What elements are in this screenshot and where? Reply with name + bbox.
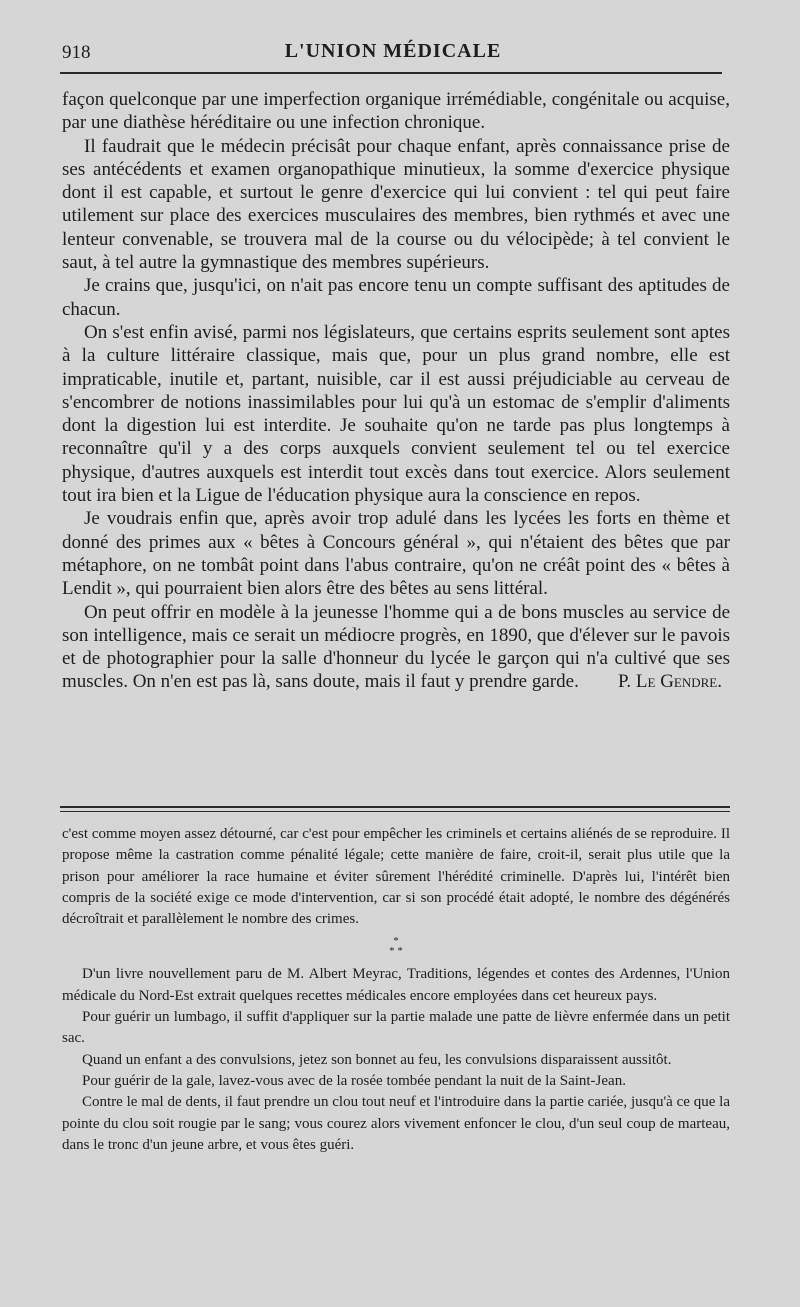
asterism-bottom: * * <box>389 945 403 958</box>
note-paragraph: Quand un enfant a des convulsions, jetez son bonnet au feu, les convulsions disparaissent aussitôt. <box>82 1051 672 1068</box>
paragraph: On s'est enfin avisé, parmi nos législateurs, que certains esprits seulement sont aptes à la culture littéraire classique, mais que, pour un plus grand nombre, elle est impraticable, inutile et, partant, nuisible, car il est aussi préjudiciable au cerveau de s'encombrer de notions inassimilables pour lui qu'à un estomac de s'emplir d'aliments dont la digestion lui est interdite. Je souhaite qu'on ne tarde pas plus longtemps à reconnaître qu'il y a des corps auxquels convient seulement tel ou tel exercice physique, d'autres auxquels est interdit tout excès dans tout exercice. Alors seulement tout ira bien et la Ligue de l'éducation physique aura la conscience en repos. <box>62 321 730 507</box>
header-rule <box>60 72 722 74</box>
main-text <box>62 88 730 694</box>
paragraph: Je voudrais enfin que, après avoir trop adulé dans les lycées les forts en thème et donné des primes aux « bêtes à Concours général », qui n'étaient des bêtes que par métaphore, on ne tombât point dans l'abus contraire, qu'on ne créât point des « bêtes à Lendit », qui pourraient bien alors être des bêtes au sens littéral. <box>62 508 730 600</box>
note-paragraph: D'un livre nouvellement paru de M. Albert Meyrac, Traditions, légendes et contes des Ardennes, l'Union médicale du Nord-Est extrait quelques recettes médicales encore employées dans cet heureux pays. <box>62 966 730 1004</box>
paragraph: Il faudrait que le médecin précisât pour chaque enfant, après connaissance prise de ses antécédents et examen organopathique minutieux, la somme d'exercice physique dont il est capable, et surtout le genre d'exercice qui lui convient : tel qui peut faire utilement sur place des exercices musculaires des membres, bien rythmés et avec une lenteur convenable, se trouvera mal de la course ou du vélocipède; à tel convient le saut, à tel autre la gymnastique des membres supérieurs. <box>62 135 730 274</box>
author-signature: P. Le Gendre. <box>617 671 722 693</box>
paragraph: Je crains que, jusqu'ici, on n'ait pas encore tenu un compte suffisant des aptitudes de chacun. <box>62 275 730 320</box>
note-paragraph: Pour guérir un lumbago, il suffit d'appliquer sur la partie malade une patte de lièvre enfermée dans un petit sac. <box>62 1009 730 1047</box>
note-paragraph: Contre le mal de dents, il faut prendre un clou tout neuf et l'introduire dans la partie cariée, jusqu'à ce que la pointe du clou soit rougie par le sang; vous courez alors vivement enfoncer le clou, d'un seul coup de marteau, dans le tronc d'un jeune arbre, et vous êtes guéri. <box>62 1094 730 1153</box>
asterism-separator <box>62 936 730 956</box>
note-paragraph: c'est comme moyen assez détourné, car c'est pour empêcher les criminels et certains aliénés de se reproduire. Il propose même la castration comme pénalité légale; cette manière de faire, croit-il, serait plus utile que la prison pour améliorer la race humaine et éviter sûrement l'hérédité criminelle. D'après lui, l'intérêt bien compris de la société exige ce mode d'intervention, car si son procédé était adopté, le nombre des dégénérés décroîtrait et parallèlement le nombre des crimes. <box>62 826 730 928</box>
page-header <box>58 40 728 66</box>
note-paragraph: Pour guérir de la gale, lavez-vous avec de la rosée tombée pendant la nuit de la Saint-Jean. <box>82 1072 626 1089</box>
paragraph: façon quelconque par une imperfection organique irrémédiable, congénitale ou acquise, par une diathèse héréditaire ou une infection chronique. <box>62 89 730 134</box>
running-title: L'UNION MÉDICALE <box>284 40 502 62</box>
section-rule <box>60 806 730 812</box>
page-number: 918 <box>62 42 91 63</box>
paragraph-with-signature <box>62 601 730 694</box>
paragraph-text: On peut offrir en modèle à la jeunesse l'homme qui a de bons muscles au service de son intelligence, mais ce serait un médiocre progrès, en 1890, que d'élever sur le pavois et de photographier pour la salle d'honneur du lycée le garçon qui n'a cultivé que ses muscles. On n'en est pas là, sans doute, mais il faut y prendre garde. <box>62 601 730 693</box>
notes-section <box>62 824 730 1156</box>
asterism-top: * <box>393 935 399 948</box>
